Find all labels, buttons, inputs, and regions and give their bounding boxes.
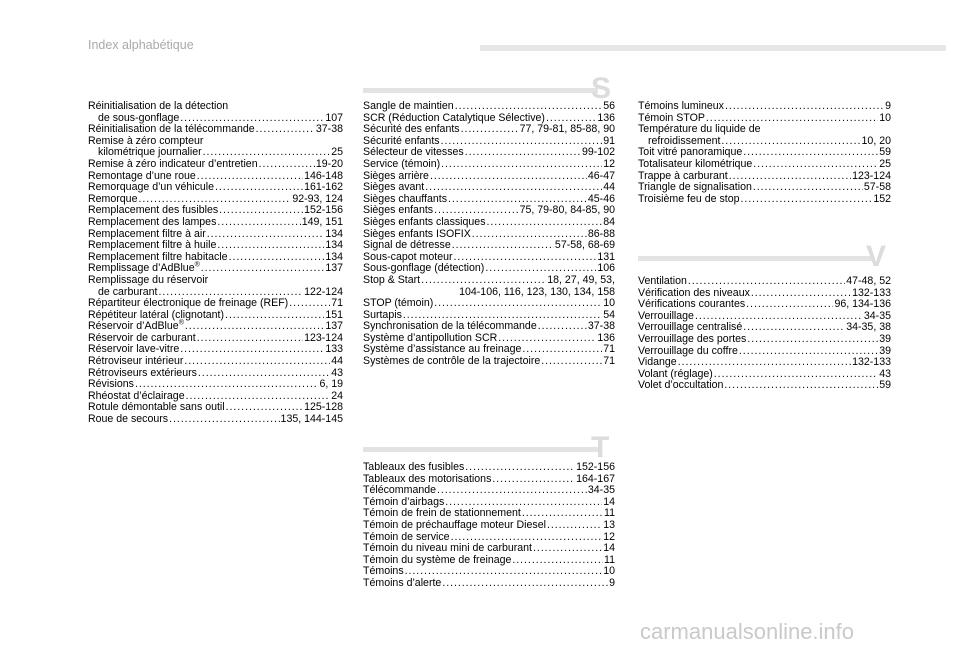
index-pages: 132-133: [852, 286, 891, 299]
index-term: Sangle de maintien: [363, 100, 454, 112]
index-pages: 14: [603, 495, 615, 508]
index-pages: 45-46: [587, 192, 615, 205]
dot-leader: [747, 334, 878, 346]
dot-leader: [184, 356, 330, 368]
dot-leader: [487, 217, 603, 229]
index-column-v: [638, 276, 891, 392]
index-term: Sièges avant: [363, 181, 425, 194]
dot-leader: [437, 485, 587, 497]
index-term: Témoin d’airbags: [363, 495, 445, 508]
index-term: Sièges chauffants: [363, 192, 448, 205]
index-term: Remplacement filtre à huile: [88, 239, 217, 252]
index-pages: 75, 79-80, 84-85, 90: [519, 204, 615, 217]
dot-leader: [740, 194, 872, 206]
dot-leader: [724, 380, 878, 392]
index-term: Système d’antipollution SCR: [363, 331, 498, 344]
dot-leader: [743, 322, 845, 334]
index-pages: 39: [879, 344, 891, 357]
index-pages: 122-124: [304, 285, 343, 298]
index-term: Témoins: [363, 565, 404, 578]
index-pages: 12: [603, 530, 615, 543]
index-term: Volant (réglage): [638, 367, 713, 380]
index-entry: [363, 275, 615, 287]
dot-leader: [229, 252, 325, 264]
index-term: Sièges enfants ISOFIX: [363, 227, 471, 240]
index-term: Remplacement filtre à air: [88, 227, 206, 240]
index-pages: 34-35: [587, 484, 615, 497]
index-pages: 24: [331, 389, 343, 402]
index-term: Témoins d’alerte: [363, 576, 442, 589]
section-divider: [638, 256, 873, 261]
index-term: Témoin du niveau mini de carburant: [363, 542, 533, 555]
dot-leader: [421, 275, 546, 287]
index-pages: 123-124: [852, 169, 891, 182]
index-term: de carburant: [98, 285, 158, 298]
index-term: Télécommande: [363, 484, 437, 497]
index-term: Sous-capot moteur: [363, 250, 453, 263]
index-pages: 135, 144-145: [280, 413, 343, 426]
index-pages: 164-167: [576, 472, 615, 485]
dot-leader: [430, 171, 587, 183]
index-term: Témoin de préchauffage moteur Diesel: [363, 518, 546, 531]
dot-leader: [725, 101, 884, 113]
index-term: Rotule démontable sans outil: [88, 401, 225, 414]
index-pages: 96, 134-136: [834, 298, 891, 311]
index-term: Remplacement des lampes: [88, 215, 217, 228]
index-pages: 71: [331, 297, 343, 310]
dot-leader: [201, 263, 325, 275]
index-entry: [638, 194, 891, 206]
index-pages: 57-58, 68-69: [554, 239, 615, 252]
index-term: Système d’assistance au freinage: [363, 343, 522, 356]
index-pages: 25: [331, 146, 343, 159]
index-term: Service (témoin): [363, 157, 441, 170]
dot-leader: [465, 147, 581, 159]
dot-leader: [533, 543, 602, 555]
index-term: Trappe à carburant: [638, 169, 728, 182]
index-pages: 37-38: [587, 320, 615, 333]
index-pages: 47-48, 52: [846, 275, 891, 287]
dot-leader: [207, 229, 325, 241]
section-divider: [363, 88, 598, 93]
dot-leader: [753, 182, 863, 194]
index-term: kilométrique journalier: [98, 146, 202, 159]
index-pages: 133: [325, 343, 343, 356]
dot-leader: [198, 368, 330, 380]
index-term: Témoin du système de freinage: [363, 553, 512, 566]
index-pages: 43: [879, 367, 891, 380]
index-term: Témoins lumineux: [638, 100, 724, 112]
dot-leader: [259, 159, 315, 171]
dot-leader: [492, 474, 575, 486]
index-pages: 6, 19: [319, 378, 343, 391]
index-pages: 19-20: [315, 157, 343, 170]
index-column-s: [363, 101, 615, 368]
index-pages: 137: [325, 320, 343, 333]
index-pages: 92-93, 124: [292, 192, 343, 205]
index-term: Verrouillage: [638, 309, 694, 322]
index-pages: 134: [325, 250, 343, 263]
index-term: Sièges arrière: [363, 169, 429, 182]
dot-leader: [289, 298, 330, 310]
index-pages: 77, 79-81, 85-88, 90: [519, 123, 615, 136]
index-pages: 18, 27, 49, 53,: [547, 273, 615, 286]
dot-leader: [256, 124, 315, 136]
index-entry-heading: Réinitialisation de la détection: [88, 100, 229, 112]
index-term: Stop & Start: [363, 273, 421, 286]
index-term: Sièges enfants: [363, 204, 434, 217]
index-pages: 10, 20: [861, 134, 891, 147]
dot-leader: [215, 182, 303, 194]
index-term: Réservoir lave-vitre: [88, 343, 180, 356]
index-pages: 99-102: [582, 146, 615, 159]
index-term: Verrouillage centralisé: [638, 321, 743, 334]
index-term: Rétroviseur intérieur: [88, 355, 184, 368]
index-term: Remorque: [88, 192, 138, 205]
index-term: Verrouillage des portes: [638, 332, 747, 345]
index-term: de sous-gonflage: [98, 111, 180, 124]
index-term: Révisions: [88, 378, 134, 391]
dot-leader: [219, 205, 303, 217]
dot-leader: [425, 182, 602, 194]
index-entry-heading: Température du liquide de: [638, 123, 761, 136]
index-term: Sécurité enfants: [363, 134, 440, 147]
index-pages: 54: [603, 308, 615, 321]
dot-leader: [197, 333, 303, 345]
index-entry: [638, 380, 891, 392]
index-pages: 10: [879, 111, 891, 124]
index-term: Vérifications courantes: [638, 298, 746, 311]
index-term: Tableaux des fusibles: [363, 461, 465, 473]
index-column-t: [363, 462, 615, 590]
index-term: Synchronisation de la télécommande: [363, 320, 537, 333]
index-pages: 104-106, 116, 123, 130, 134, 158: [459, 285, 615, 298]
index-pages: 12: [603, 157, 615, 170]
index-term: Témoin STOP: [638, 111, 705, 124]
index-pages: 161-162: [304, 181, 343, 194]
index-pages: 34-35: [863, 309, 891, 322]
index-pages: 152-156: [576, 461, 615, 473]
index-pages: 25: [879, 157, 891, 170]
index-pages: 59: [879, 379, 891, 392]
index-pages: 44: [331, 355, 343, 368]
index-term: Vidange: [638, 356, 677, 369]
dot-leader: [512, 555, 603, 567]
dot-leader: [169, 414, 279, 426]
index-term: Remise à zéro indicateur d’entretien: [88, 157, 258, 170]
dot-leader: [746, 299, 833, 311]
index-term: Rétroviseurs extérieurs: [88, 366, 197, 379]
index-entry: [363, 578, 615, 590]
index-term: Témoin de frein de stationnement: [363, 507, 521, 520]
dot-leader: [217, 217, 300, 229]
dot-leader: [461, 124, 519, 136]
index-pages: 123-124: [304, 331, 343, 344]
index-term: Totalisateur kilométrique: [638, 157, 753, 170]
index-term: Ventilation: [638, 275, 687, 287]
index-term: Volet d’occultation: [638, 379, 724, 392]
index-pages: 10: [603, 297, 615, 310]
index-term: Rhéostat d’éclairage: [88, 389, 185, 402]
index-entry: [363, 356, 615, 368]
index-term: Remplacement des fusibles: [88, 204, 219, 217]
index-term: Troisième feu de stop: [638, 192, 740, 205]
index-term: Sous-gonflage (détection): [363, 262, 485, 275]
index-term: Roue de secours: [88, 413, 169, 426]
dot-leader: [452, 240, 554, 252]
index-pages: 125-128: [304, 401, 343, 414]
header-bar: [480, 45, 946, 51]
index-pages: 11: [604, 553, 615, 566]
index-term: Remontage d’une roue: [88, 169, 196, 182]
dot-leader: [753, 159, 878, 171]
index-term: Remorquage d’un véhicule: [88, 181, 215, 194]
index-pages: 59: [879, 146, 891, 159]
index-term: refroidissement: [648, 134, 721, 147]
index-pages: 137: [325, 262, 343, 275]
index-term: Témoin de service: [363, 530, 450, 543]
index-pages: 71: [603, 343, 615, 356]
index-term: Sécurité des enfants: [363, 123, 460, 136]
dot-leader: [442, 578, 608, 590]
section-letter: T: [591, 431, 610, 464]
index-pages: 134: [325, 227, 343, 240]
index-term: Toit vitré panoramique: [638, 146, 743, 159]
index-term: STOP (témoin): [363, 297, 434, 310]
index-term: Sélecteur de vitesses: [363, 146, 464, 159]
section-letter: S: [591, 72, 612, 105]
index-entry-heading: Remise à zéro compteur: [88, 134, 204, 147]
dot-leader: [714, 369, 878, 381]
index-pages: 13: [603, 518, 615, 531]
index-pages: 37-38: [315, 123, 343, 136]
index-pages: 39: [879, 332, 891, 345]
dot-leader: [538, 321, 587, 333]
index-term: Remplissage d’AdBlue®: [88, 261, 200, 275]
index-term: SCR (Réduction Catalytique Sélective): [363, 111, 545, 124]
index-pages: 136: [597, 111, 615, 124]
index-entry-heading: Remplissage du réservoir: [88, 273, 209, 286]
index-pages: 91: [603, 134, 615, 147]
index-pages: 152: [873, 192, 891, 205]
index-pages: 151: [325, 308, 343, 321]
index-term: Vérification des niveaux: [638, 286, 750, 299]
index-pages: 149, 151: [301, 215, 343, 228]
index-pages: 86-88: [587, 227, 615, 240]
index-pages: 132-133: [852, 356, 891, 369]
index-pages: 134: [325, 239, 343, 252]
index-term: Systèmes de contrôle de la trajectoire: [363, 355, 541, 368]
index-pages: 10: [603, 565, 615, 578]
dot-leader: [721, 136, 860, 148]
index-pages: 152-156: [304, 204, 343, 217]
index-pages: 107: [325, 111, 343, 124]
index-pages: 146-148: [304, 169, 343, 182]
index-pages: 43: [331, 366, 343, 379]
index-pages: 84: [603, 215, 615, 228]
dot-leader: [180, 344, 324, 356]
index-pages: 14: [603, 542, 615, 555]
dot-leader: [541, 356, 602, 368]
index-term: Tableaux des motorisations: [363, 472, 492, 485]
index-pages: 46-47: [587, 169, 615, 182]
section-letter: V: [866, 240, 887, 273]
index-term: Réservoir de carburant: [88, 331, 196, 344]
index-term: Triangle de signalisation: [638, 181, 752, 194]
index-pages: 34-35, 38: [846, 321, 891, 334]
watermark-text: carmanualsonline.info: [640, 619, 855, 644]
dot-leader: [441, 159, 602, 171]
index-pages: 136: [597, 331, 615, 344]
dot-leader: [434, 298, 602, 310]
index-pages: 9: [885, 100, 891, 112]
dot-leader: [217, 240, 324, 252]
index-term: Réservoir d’AdBlue®: [88, 319, 184, 333]
index-pages: 106: [597, 262, 615, 275]
index-pages: 71: [603, 355, 615, 368]
index-term: Sièges enfants classiques: [363, 215, 486, 228]
index-entry: [88, 414, 343, 426]
index-pages: 56: [603, 100, 615, 112]
dot-leader: [547, 520, 602, 532]
index-term: Signal de détresse: [363, 239, 451, 252]
index-pages: 131: [597, 250, 615, 263]
section-divider: [363, 447, 598, 452]
dot-leader: [743, 147, 878, 159]
dot-leader: [441, 136, 603, 148]
index-pages: 9: [609, 576, 615, 589]
index-term: Surtapis: [363, 308, 402, 321]
index-term: Remplacement filtre habitacle: [88, 250, 228, 263]
index-term: Réinitialisation de la télécommande: [88, 123, 255, 136]
index-term: Répétiteur latéral (clignotant): [88, 308, 225, 321]
index-column-r: [88, 101, 343, 426]
index-term: Verrouillage du coffre: [638, 344, 738, 357]
page-header-title: Index alphabétique: [88, 38, 194, 52]
dot-leader: [225, 310, 324, 322]
index-term: Répartiteur électronique de freinage (REF): [88, 297, 289, 310]
index-column-t-continued: [638, 101, 891, 205]
index-pages: 57-58: [863, 181, 891, 194]
index-pages: 44: [603, 181, 615, 194]
index-pages: 11: [604, 507, 615, 520]
